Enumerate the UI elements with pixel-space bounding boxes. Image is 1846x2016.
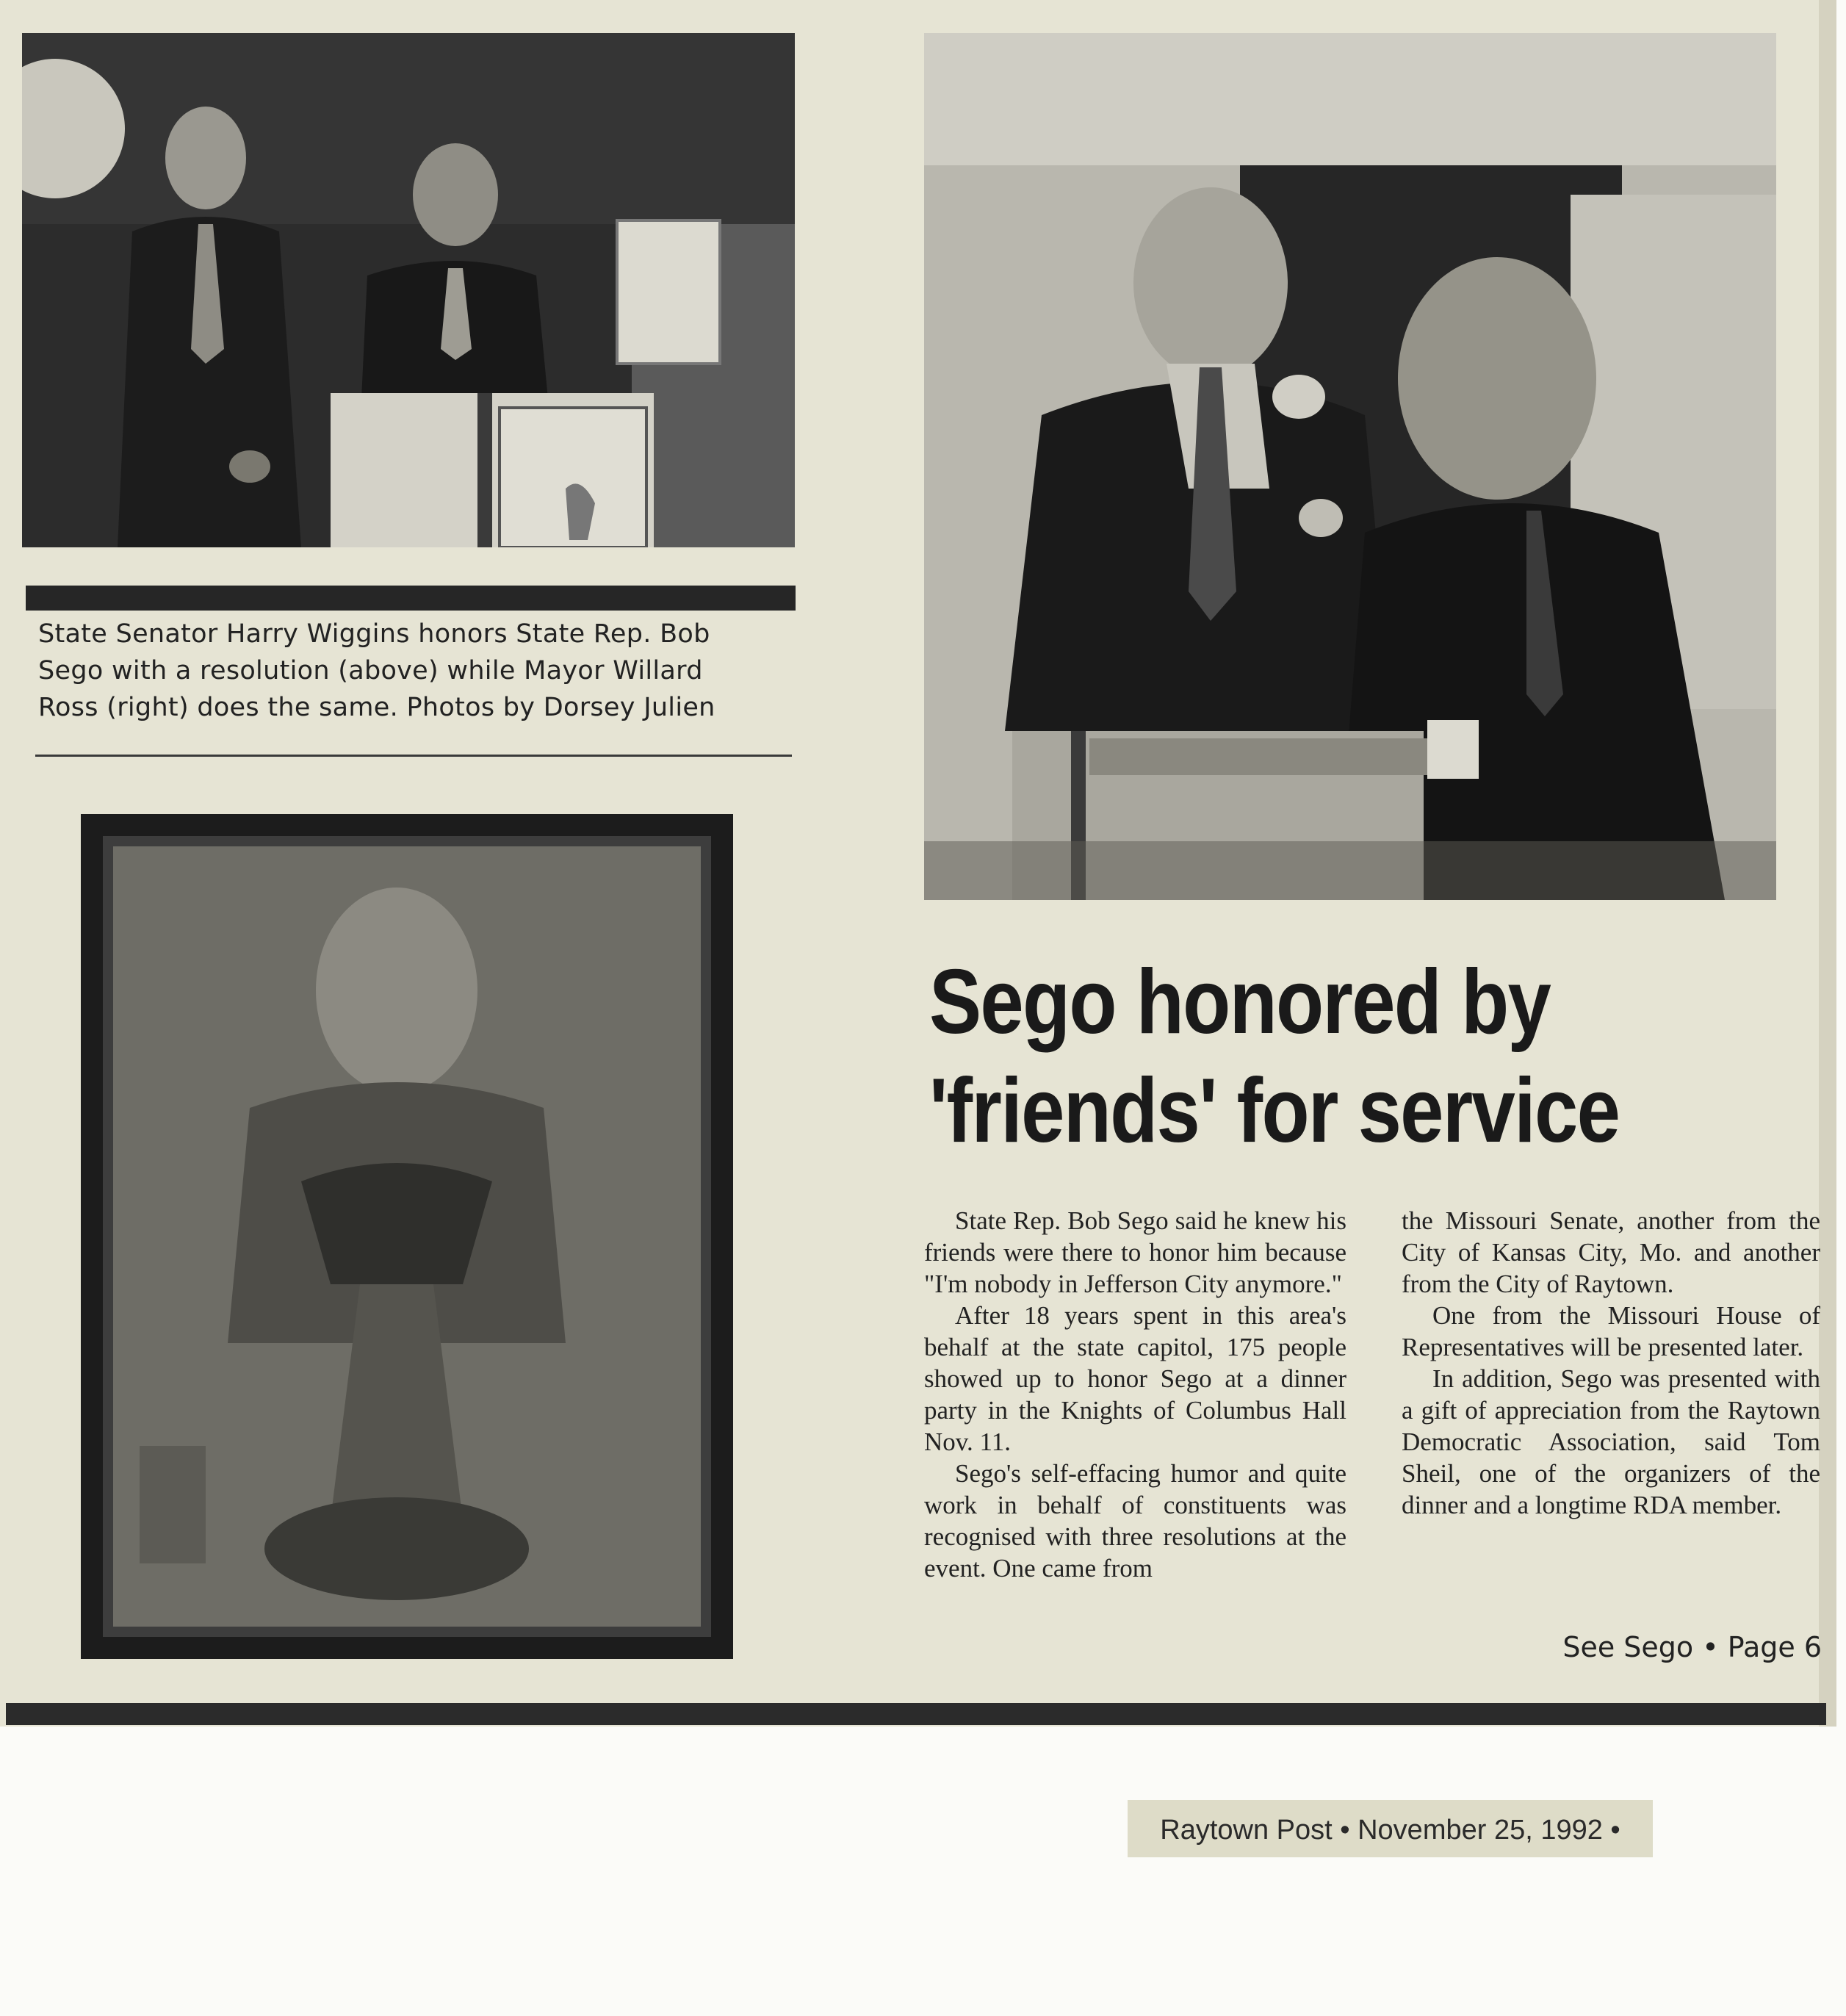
- photo-framed-portrait: [81, 814, 733, 1659]
- article-paragraph: the Missouri Senate, another from the City of Kansas City, Mo. and another from the City of Raytown.: [1402, 1206, 1820, 1298]
- headline-line-2: 'friends' for service: [929, 1060, 1620, 1162]
- jump-line: See Sego • Page 6: [1562, 1631, 1822, 1663]
- caption-rule-thin: [35, 755, 792, 757]
- article-paragraph: Sego's self-effacing humor and quite work in behalf of constituents was recognised with three resolutions at the event. One came from: [924, 1459, 1346, 1583]
- article-column-left: [924, 1205, 1346, 1584]
- caption-line: State Senator Harry Wiggins honors State Rep. Bob: [38, 619, 710, 649]
- caption-rule-thick: [26, 586, 796, 611]
- article-paragraph: In addition, Sego was presented with a gift of appreciation from the Raytown Democratic Association, said Tom Sheil, one of the organizers of the dinner and a longtime RDA member.: [1402, 1364, 1820, 1519]
- source-credit-text: Raytown Post • November 25, 1992 •: [1160, 1815, 1620, 1846]
- article-paragraph: One from the Missouri House of Representatives will be presented later.: [1402, 1301, 1820, 1361]
- headline-line-1: Sego honored by: [929, 951, 1551, 1053]
- clipping-edge: [1819, 0, 1836, 1727]
- photo-wiggins-podium: [22, 33, 795, 547]
- article-headline: [929, 948, 1700, 1165]
- caption-line: Ross (right) does the same. Photos by Dorsey Julien: [38, 693, 715, 722]
- caption-line: Sego with a resolution (above) while Mayor Willard: [38, 656, 703, 685]
- photo-ross-podium: [924, 33, 1776, 900]
- article-paragraph: After 18 years spent in this area's behalf at the state capitol, 175 people showed up to honor Sego at a dinner party in the Knights of Columbus Hall Nov. 11.: [924, 1301, 1346, 1456]
- source-label: [1128, 1800, 1653, 1857]
- article-paragraph: State Rep. Bob Sego said he knew his friends were there to honor him because "I'm nobody in Jefferson City anymore.": [924, 1206, 1346, 1298]
- photo-caption: [38, 616, 787, 726]
- article-column-right: [1402, 1205, 1820, 1521]
- bottom-rule: [6, 1703, 1826, 1725]
